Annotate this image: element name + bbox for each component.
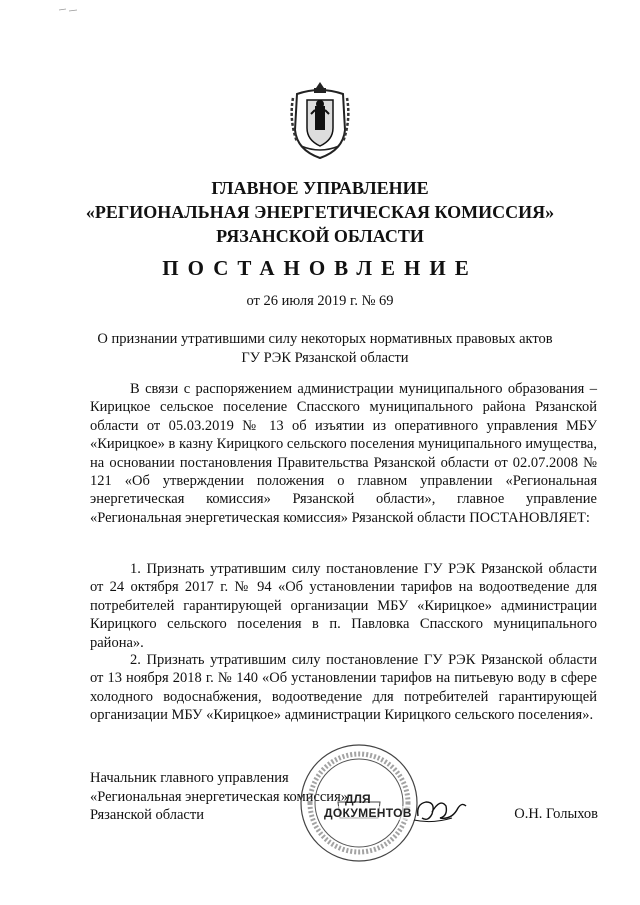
- date-number: от 26 июля 2019 г. № 69: [246, 293, 394, 309]
- item-1-block: [90, 560, 597, 652]
- handwritten-signature: [412, 790, 470, 830]
- header-line-2: «РЕГИОНАЛЬНАЯ ЭНЕРГЕТИЧЕСКАЯ КОМИССИЯ»: [85, 202, 555, 222]
- signatory-name: О.Н. Голыхов: [514, 806, 598, 822]
- signature-position-line-1: Начальник главного управления: [90, 770, 289, 786]
- header-line-3: РЯЗАНСКОЙ ОБЛАСТИ: [216, 226, 424, 246]
- stamp-for-label: ДЛЯ: [345, 792, 371, 806]
- signature-position-line-3: Рязанской области: [90, 807, 204, 823]
- item-1-paragraph: 1. Признать утратившим силу постановление ГУ РЭК Рязанской области от 24 октября 2017 г. № 94 «Об установлении тарифов на водоотведение для потребителей гарантирующей организации МБУ «Кирицкое» администрации Кирицкого сельского поселения в п. Павловка Спасского муниципального района».: [90, 561, 597, 651]
- subject: [90, 330, 560, 368]
- coat-of-arms-emblem: [287, 80, 353, 160]
- corner-scan-mark: [58, 6, 78, 14]
- subject-line-2: ГУ РЭК Рязанской области: [241, 350, 409, 366]
- signature-position-line-2: «Региональная энергетическая комиссия»: [90, 788, 348, 805]
- document-type-title: ПОСТАНОВЛЕНИЕ: [162, 256, 478, 280]
- preamble-block: [90, 380, 597, 527]
- subject-line-1: О признании утратившими силу некоторых нормативных правовых актов: [97, 331, 553, 347]
- header-line-1: ГЛАВНОЕ УПРАВЛЕНИЕ: [211, 178, 429, 198]
- stamp-documents-label: ДОКУМЕНТОВ: [324, 806, 412, 820]
- preamble-paragraph: В связи с распоряжением администрации муниципального образования – Кирицкое сельское поселение Спасского муниципального района Рязанской области от 05.03.2019 № 13 об изъятии из оперативного управления МБУ «Кирицкое» в казну Кирицкого сельского поселения муниципального имущества, на основании постановления Правительства Рязанской области от 02.07.2008 № 121 «Об утверждении положения о главном управлении «Региональная энергетическая комиссия» Рязанской области», главное управление «Региональная энергетическая комиссия» Рязанской области ПОСТАНОВЛЯЕТ:: [90, 381, 597, 526]
- item-2-block: [90, 651, 597, 725]
- item-2-paragraph: 2. Признать утратившим силу постановление ГУ РЭК Рязанской области от 13 ноября 2018 г. № 140 «Об установлении тарифов на питьевую воду в сфере холодного водоснабжения, водоотведение для потребителей гарантирующей организации МБУ «Кирицкое» администрации Кирицкого сельского поселения».: [90, 652, 597, 724]
